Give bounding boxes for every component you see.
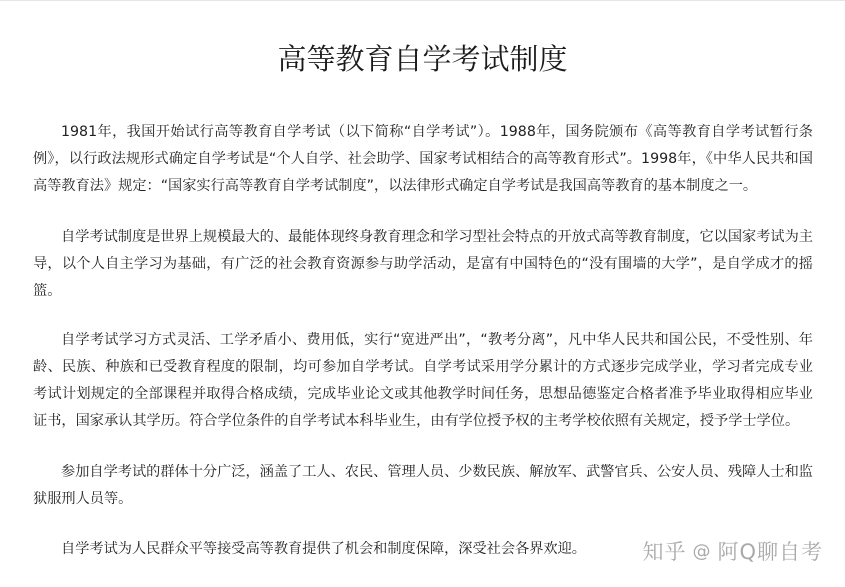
paragraph-conclusion: 自学考试为人民群众平等接受高等教育提供了机会和制度保障，深受社会各界欢迎。 (61, 541, 586, 557)
zhihu-watermark (642, 537, 823, 567)
watermark-at-sign: @ (692, 541, 712, 562)
watermark-platform: 知乎 (642, 540, 687, 564)
watermark-author: 阿Q聊自考 (717, 540, 823, 564)
page-title: 高等教育自学考试制度 (277, 42, 568, 76)
paragraph-history: 1981年，我国开始试行高等教育自学考试（以下简称“自学考试”）。1988年，国务院颁布《高等教育自学考试暂行条例》，以行政法规形式确定自学考试是“个人自学、社会助学、国家考试相结合的高等教育形式”。1998年，《中华人民共和国高等教育法》规定：“国家实行高等教育自学考试制度”，以法律形式确定自学考试是我国高等教育的基本制度之一。 (33, 124, 813, 194)
paragraph-system-overview: 自学考试制度是世界上规模最大的、最能体现终身教育理念和学习型社会特点的开放式高等教育制度，它以国家考试为主导，以个人自主学习为基础，有广泛的社会教育资源参与助学活动，是富有中国特色的“没有围墙的大学”，是自学成才的摇篮。 (33, 229, 813, 299)
paragraph-participants: 参加自学考试的群体十分广泛，涵盖了工人、农民、管理人员、少数民族、解放军、武警官兵、公安人员、残障人士和监狱服刑人员等。 (33, 464, 813, 507)
paragraph-learning-mode: 自学考试学习方式灵活、工学矛盾小、费用低，实行“宽进严出”，“教考分离”，凡中华人民共和国公民，不受性别、年龄、民族、种族和已受教育程度的限制，均可参加自学考试。自学考试采用学分累计的方式逐步完成学业，学习者完成专业考试计划规定的全部课程并取得合格成绩，完成毕业论文或其他教学时间任务，思想品德鉴定合格者准予毕业取得相应毕业证书，国家承认其学历。符合学位条件的自学考试本科毕业生，由有学位授予权的主考学校依照有关规定，授予学士学位。 (33, 332, 813, 429)
